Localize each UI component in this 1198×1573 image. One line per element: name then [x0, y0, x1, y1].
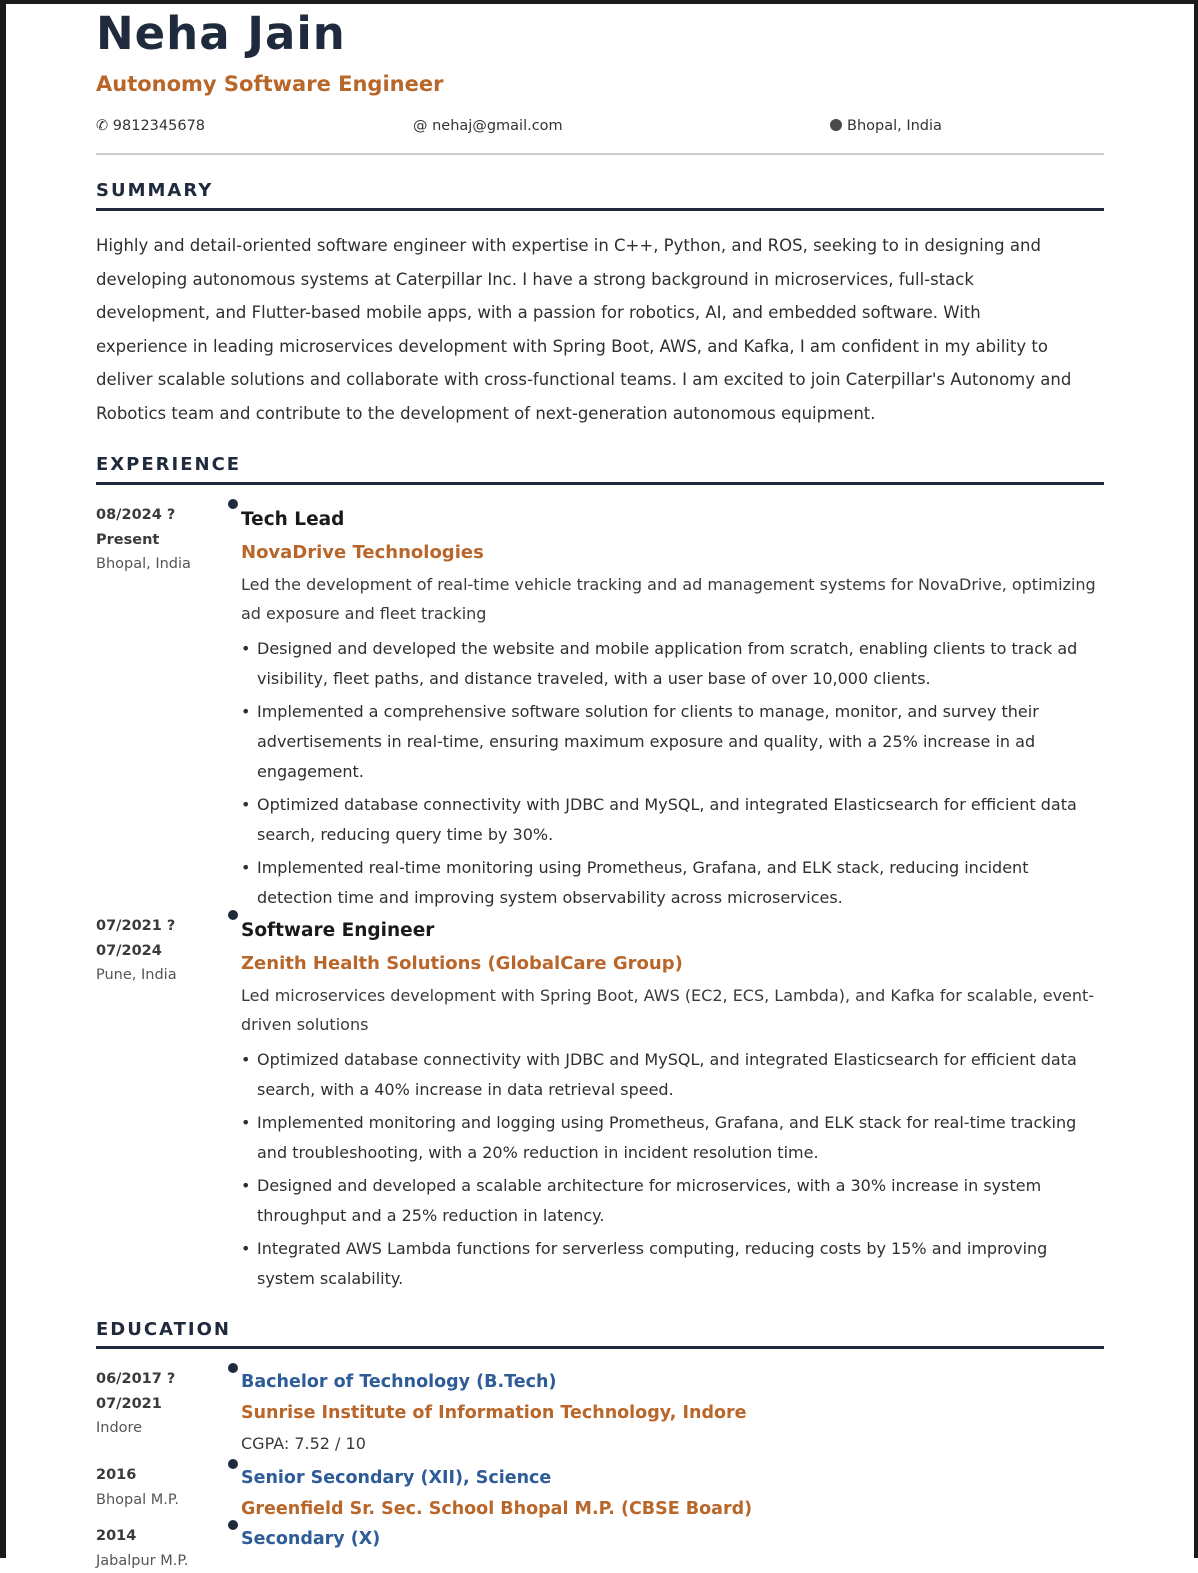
date-end: 07/2024 — [96, 942, 162, 959]
job-location: Pune, India — [96, 967, 177, 983]
school-name: Greenfield Sr. Sec. School Bhopal M.P. (CBSE Board) — [241, 1499, 753, 1519]
degree-title: Bachelor of Technology (B.Tech) — [241, 1372, 557, 1392]
achievement-list — [241, 634, 1103, 913]
timeline-dot — [228, 499, 238, 509]
education-body — [241, 1524, 1103, 1555]
education-heading: EDUCATION — [96, 1319, 231, 1340]
date-start: 2016 — [96, 1467, 137, 1483]
school-name: Sunrise Institute of Information Technology, Indore — [241, 1403, 747, 1423]
location-text: Bhopal, India — [847, 118, 942, 134]
contact-phone[interactable] — [96, 118, 205, 134]
contact-bar — [96, 118, 1104, 138]
description-line: driven solutions — [241, 1015, 369, 1034]
experience-rule — [96, 482, 1104, 485]
summary-rule — [96, 208, 1104, 211]
window-top-border — [0, 0, 1198, 4]
experience-heading: EXPERIENCE — [96, 454, 242, 475]
experience-dates — [96, 503, 226, 576]
education-dates — [96, 1463, 226, 1512]
window-right-border — [1194, 0, 1198, 1558]
summary-line: experience in leading microservices development with Spring Boot, AWS, and Kafka, I am confident in my ability to — [96, 336, 1048, 356]
description-line: ad exposure and fleet tracking — [241, 604, 487, 623]
summary-line: deliver scalable solutions and collaborate with cross-functional teams. I am excited to join Caterpillar's Autonomy and — [96, 370, 1072, 390]
company-name: NovaDrive Technologies — [241, 542, 484, 563]
degree-title: Senior Secondary (XII), Science — [241, 1468, 552, 1488]
education-body — [241, 1367, 1103, 1458]
candidate-name: Neha Jain — [96, 7, 346, 60]
achievement-item: • Implemented real-time monitoring using Prometheus, Grafana, and ELK stack, reducing incident detection time and improving system observability across microservices. — [241, 858, 1029, 907]
education-body — [241, 1463, 1103, 1525]
achievement-item: • Integrated AWS Lambda functions for serverless computing, reducing costs by 15% and improving system scalability. — [241, 1239, 1048, 1288]
degree-title: Secondary (X) — [241, 1529, 381, 1549]
education-dates — [96, 1524, 226, 1573]
timeline-dot — [228, 910, 238, 920]
grade: CGPA: 7.52 / 10 — [241, 1434, 366, 1453]
summary-line: Highly and detail-oriented software engineer with expertise in C++, Python, and ROS, seeking to in designing and — [96, 236, 1041, 255]
summary-line: Robotics team and contribute to the development of next-generation autonomous equipment. — [96, 403, 876, 423]
education-location: Jabalpur M.P. — [96, 1552, 189, 1569]
experience-dates — [96, 914, 226, 987]
achievement-item: • Optimized database connectivity with JDBC and MySQL, and integrated Elasticsearch for efficient data search, reducing query time by 30%. — [241, 795, 1077, 844]
education-location: Indore — [96, 1420, 143, 1436]
summary-line: development, and Flutter-based mobile apps, with a passion for robotics, AI, and embedded software. With — [96, 303, 981, 323]
education-location: Bhopal M.P. — [96, 1491, 179, 1508]
achievement-item: • Designed and developed the website and mobile application from scratch, enabling clients to track ad visibility, fleet paths, and distance traveled, with a user base of over 10,000 clients. — [241, 639, 1078, 688]
contact-email[interactable] — [413, 118, 563, 134]
job-description — [241, 981, 1103, 1039]
phone-icon: ✆ — [96, 118, 109, 134]
achievement-item: • Implemented monitoring and logging using Prometheus, Grafana, and ELK stack for real-time tracking and troubleshooting, with a 20% reduction in incident resolution time. — [241, 1113, 1077, 1162]
date-end: Present — [96, 531, 160, 548]
phone-text: 9812345678 — [112, 118, 206, 134]
job-title: Tech Lead — [241, 509, 345, 530]
date-start: 08/2024 ? — [96, 507, 176, 523]
education-dates — [96, 1367, 226, 1440]
job-location: Bhopal, India — [96, 556, 191, 572]
job-title: Software Engineer — [241, 920, 435, 941]
candidate-headline: Autonomy Software Engineer — [96, 72, 444, 96]
summary-text — [96, 229, 1104, 431]
summary-line: developing autonomous systems at Caterpillar Inc. I have a strong background in microservices, full-stack — [96, 269, 974, 289]
achievement-item: • Implemented a comprehensive software solution for clients to manage, monitor, and survey their advertisements in real-time, ensuring maximum exposure and quality, with a 25% increase in ad engagement. — [241, 702, 1039, 781]
date-end: 07/2021 — [96, 1395, 162, 1412]
at-icon: @ — [413, 118, 428, 134]
company-name: Zenith Health Solutions (GlobalCare Group) — [241, 953, 683, 974]
contact-divider — [96, 153, 1104, 155]
email-text: nehaj@gmail.com — [432, 118, 563, 134]
achievement-item: • Optimized database connectivity with JDBC and MySQL, and integrated Elasticsearch for efficient data search, with a 40% increase in data retrieval speed. — [241, 1050, 1077, 1099]
date-start: 2014 — [96, 1528, 137, 1544]
summary-heading: SUMMARY — [96, 180, 214, 201]
achievement-list — [241, 1045, 1103, 1294]
description-line: Led microservices development with Spring Boot, AWS (EC2, ECS, Lambda), and Kafka for scalable, event- — [241, 986, 1095, 1005]
date-start: 06/2017 ? — [96, 1371, 176, 1387]
experience-body — [241, 914, 1103, 1297]
timeline-dot — [228, 1459, 238, 1469]
description-line: Led the development of real-time vehicle tracking and ad management systems for NovaDrive, optimizing — [241, 575, 1096, 594]
education-rule — [96, 1346, 1104, 1349]
timeline-dot — [228, 1363, 238, 1373]
experience-body — [241, 503, 1103, 916]
location-icon — [830, 119, 842, 131]
achievement-item: • Designed and developed a scalable architecture for microservices, with a 30% increase in system throughput and a 25% reduction in latency. — [241, 1176, 1042, 1225]
date-start: 07/2021 ? — [96, 918, 176, 934]
contact-location — [830, 118, 942, 134]
window-left-border — [0, 0, 6, 1558]
timeline-dot — [228, 1520, 238, 1530]
job-description — [241, 570, 1103, 628]
